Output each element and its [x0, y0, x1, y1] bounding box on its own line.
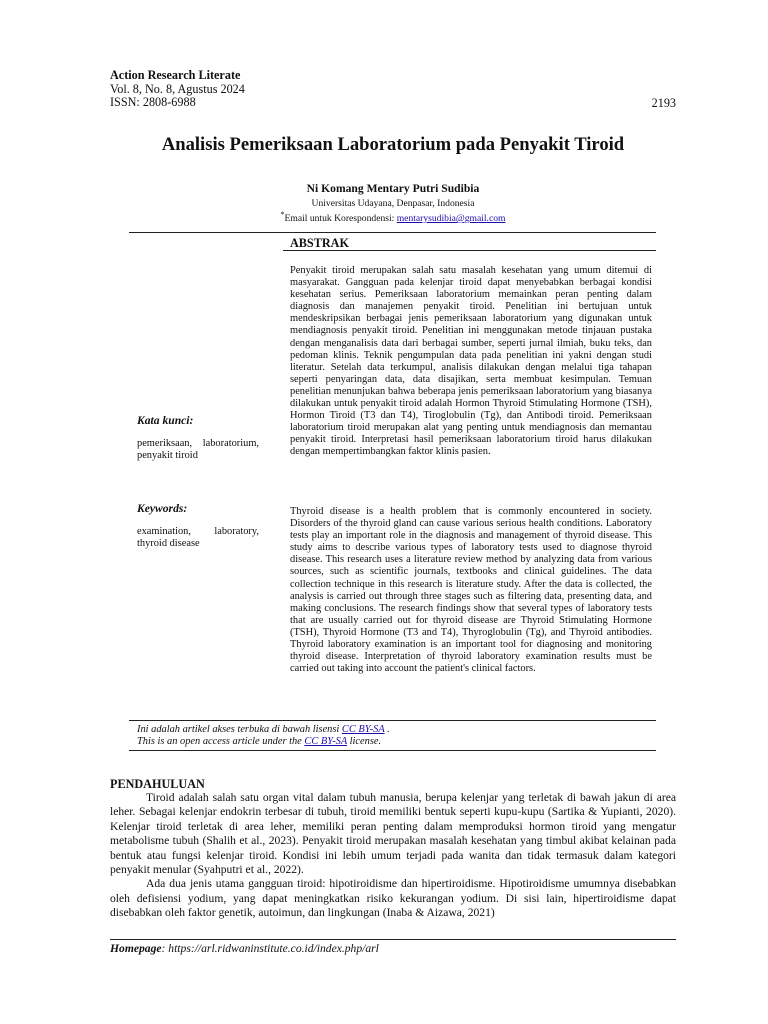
keywords-en-block	[137, 503, 259, 551]
affiliation: Universitas Udayana, Denpasar, Indonesia	[311, 198, 475, 209]
license-id-text: Ini adalah artikel akses terbuka di bawah lisensi	[137, 724, 342, 735]
keywords-en-label: Keywords:	[137, 502, 188, 515]
footer-homepage	[110, 942, 379, 955]
footer-label: Homepage	[110, 942, 162, 955]
body-paragraph: Tiroid adalah salah satu organ vital dalam tubuh manusia, berupa kelenjar yang terletak di bawah jakun di area leher. Sebagai kelenjar endokrin terbesar di tubuh, tiroid memiliki bentuk seperti kupu-kupu (Sartika & Yupianti, 2020). Kelenjar tiroid terletak di area leher, memiliki peran penting dalam memproduksi hormon tiroid yang mengatur metabolisme tubuh (Shalih et al., 2023). Penyakit tiroid merupakan masalah kesehatan yang timbul akibat kelainan pada bentuk atau fungsi kelenjar tiroid. Kondisi ini lebih umum terjadi pada wanita dan tidak termasuk dalam kategori penyakit menular (Syahputri et al., 2022).	[110, 791, 676, 877]
journal-issn: ISSN: 2808-6988	[110, 95, 196, 110]
email-link[interactable]: mentarysudibia@gmail.com	[396, 213, 506, 225]
keywords-id-block	[137, 415, 259, 463]
homepage-url[interactable]: https://arl.ridwaninstitute.co.id/index.php/arl	[168, 942, 379, 955]
license-en-text: This is an open access article under the	[137, 736, 305, 748]
license-en-link[interactable]: CC BY-SA	[304, 736, 348, 748]
body-paragraph: Ada dua jenis utama gangguan tiroid: hipotiroidisme dan hipertiroidisme. Hipotiroidisme umumnya disebabkan oleh defisiensi yodium, yang dapat meningkatkan risiko kekurangan yodium. Di sisi lain, hipertiroidisme dapat disebabkan oleh faktor genetik, autoimun, dan lingkungan (Inaba & Aizawa, 2021)	[110, 877, 676, 920]
footer-rule	[110, 939, 676, 940]
abstract-text-english: Thyroid disease is a health problem that is commonly encountered in society. Disorders of the thyroid gland can cause various serious health conditions. Laboratory tests play an important role in the diagnosis and management of thyroid disease. This study aims to describe various types of laboratory tests used to diagnose thyroid disease. This research uses a literature review method by analyzing data from various sources, such as scientific journals, textbooks and clinical guidelines. The data collection technique in this research is literature study. After the data is collected, the analysis is carried out through three stages such as filtering data, presenting data, and making conclusions. The research findings show that several types of laboratory tests that are usually carried out for thyroid disease are Thyroid Stimulating Hormone (TSH), Thyroid Hormone (T3 and T4), Thyroglobulin (Tg), and Thyroid antibodies. Thyroid laboratory examination is an important tool for diagnosing and monitoring thyroid disease. Interpretation of thyroid laboratory examination results must be carried out taking into account the patient's clinical factors.	[290, 506, 652, 675]
license-id-suffix: .	[384, 724, 390, 735]
license-en	[137, 736, 390, 748]
journal-volume: Vol. 8, No. 8, Agustus 2024	[110, 81, 245, 96]
correspondence-line	[110, 209, 676, 224]
abstract-heading-rule	[283, 250, 656, 251]
keywords-en-terms: examination, laboratory, thyroid disease	[137, 525, 259, 550]
author-affiliation-block	[110, 198, 676, 224]
section-body	[110, 791, 676, 921]
journal-name: Action Research Literate	[110, 68, 241, 82]
section-heading: PENDAHULUAN	[110, 777, 205, 791]
abstract-text-indonesian: Penyakit tiroid merupakan salah satu masalah kesehatan yang umum ditemui di masyarakat. Gangguan pada kelenjar tiroid dapat menyebabkan berbagai kondisi kesehatan serius. Pemeriksaan laboratorium memainkan peran penting dalam diagnosis dan manajemen penyakit tiroid. Penelitian ini bertujuan untuk mendeskripsikan berbagai jenis pemeriksaan laboratorium yang digunakan untuk mendiagnosis penyakit tiroid. Penelitian ini menggunakan metode tinjauan pustaka dengan menganalisis data dari berbagai sumber, seperti jurnal ilmiah, buku teks, dan pedoman klinis. Teknik pengumpulan data pada penelitian ini yakni dengan studi literatur. Setelah data terkumpul, analisis dilakukan dengan melalui tiga tahapan seperti penyaringan data, data disajikan, serta membuat kesimpulan. Temuan penelitian menunjukan bahwa beberapa jenis pemeriksaan laboratorium yang biasanya dilakukan untuk penyakit tiroid adalah Hormon Thyroid Stimulating Hormone (TSH), Hormon Tiroid (T3 dan T4), Tiroglobulin (Tg), dan Antibodi tiroid. Pemeriksaan laboratorium tiroid merupakan alat yang penting untuk mendiagnosis dan memantau penyakit tiroid. Interpretasi hasil pemeriksaan laboratorium tiroid harus dilakukan dengan mempertimbangkan faktor klinis pasien.	[290, 265, 652, 458]
author-name: Ni Komang Mentary Putri Sudibia	[306, 182, 480, 195]
footer-colon: :	[161, 942, 169, 955]
abstract-heading: ABSTRAK	[290, 236, 349, 250]
journal-header	[110, 69, 245, 110]
keywords-id-terms: pemeriksaan, laboratorium, penyakit tiroid	[137, 437, 259, 462]
license-block	[137, 724, 390, 749]
license-bottom-rule	[129, 750, 656, 751]
license-id	[137, 724, 390, 736]
page-number: 2193	[651, 96, 676, 110]
email-marker: *	[280, 210, 285, 219]
license-en-suffix: license.	[347, 736, 382, 748]
license-id-link[interactable]: CC BY-SA	[341, 724, 385, 735]
keywords-id-label: Kata kunci:	[137, 414, 194, 427]
email-label: Email untuk Korespondensi:	[284, 213, 397, 225]
license-top-rule	[129, 720, 656, 721]
article-title: Analisis Pemeriksaan Laboratorium pada Penyakit Tiroid	[161, 134, 625, 155]
abstract-top-rule	[129, 232, 656, 233]
